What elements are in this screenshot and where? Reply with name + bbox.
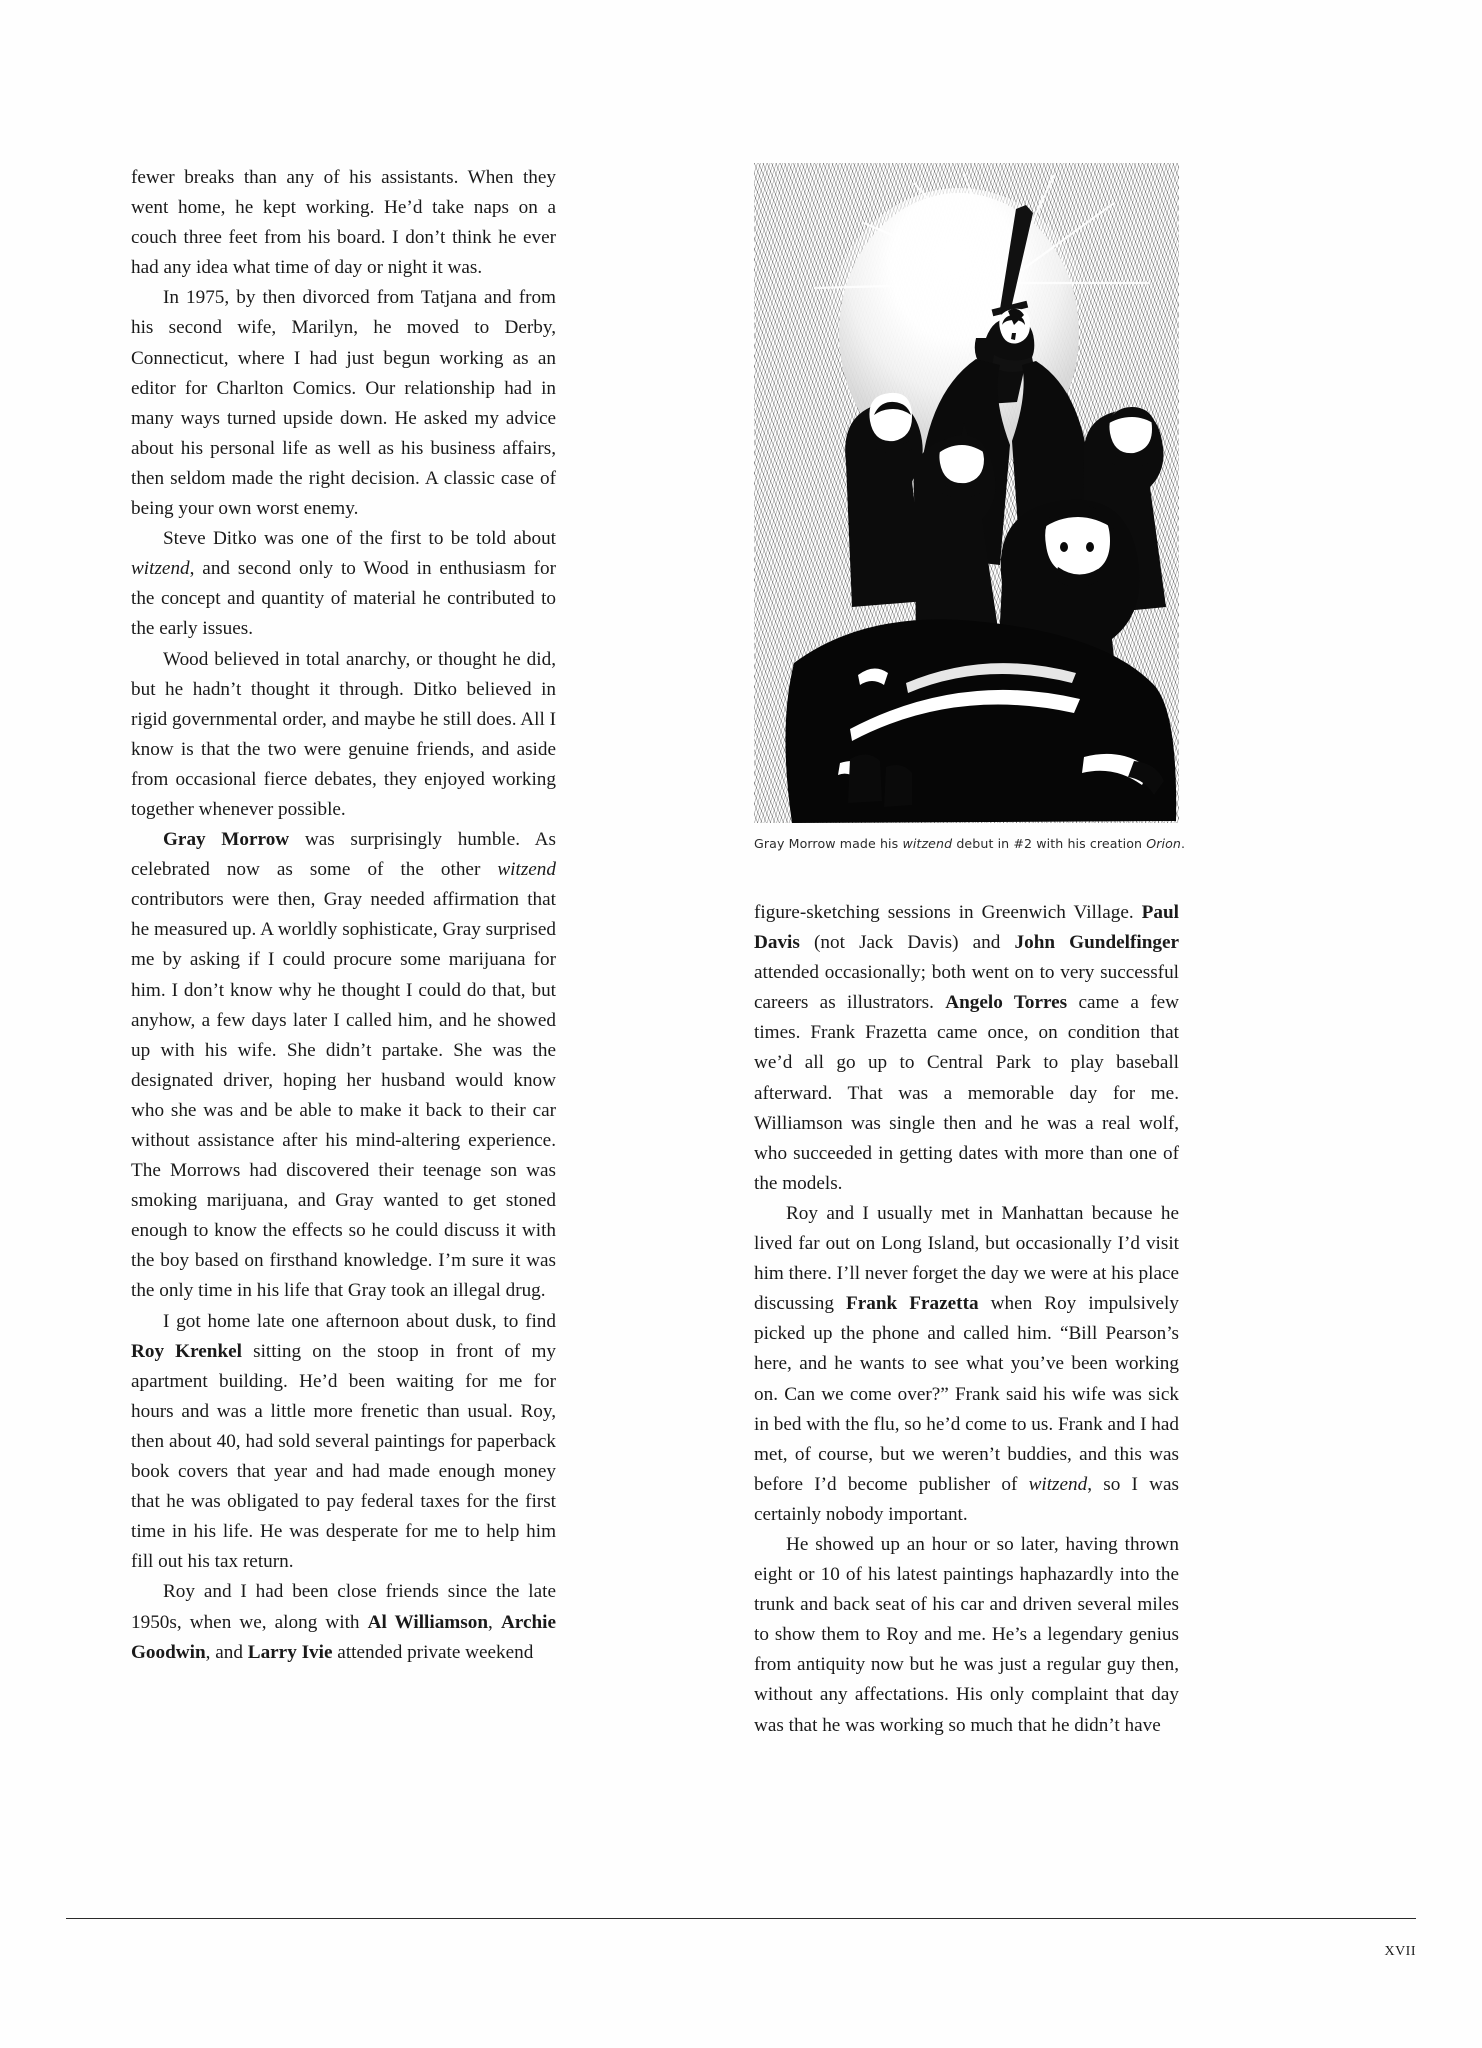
caption-text: debut in #2 with his creation: [952, 836, 1147, 851]
paragraph-gray-morrow: [131, 825, 556, 1307]
paragraph-continued-from-previous-page: [131, 163, 556, 283]
paragraph-text: attended private weekend: [332, 1641, 534, 1663]
italic-witzend: witzend: [497, 859, 556, 881]
paragraph-text: came a few times. Frank Frazetta came once, on condition that we’d all go up to Central Park to play baseball afterward. That was a memorable day for me. Williamson was single then and he was a real wolf, who succeeded in getting dates with more than one of the models.: [754, 992, 1180, 1194]
paragraph-text: In 1975, by then divorced from Tatjana and from his second wife, Marilyn, he moved to Derby, Connecticut, where I had just begun working as an editor for Charlton Comics. Our relationship had in many ways turned upside down. He asked my advice about his personal life as well as his business affairs, then seldom made the right decision. A classic case of being your own worst enemy.: [131, 287, 556, 520]
page-content: [131, 163, 1276, 1853]
paragraph-text: Roy and I usually met in Manhattan because he lived far out on Long Island, but occasionally I’d visit him there. I’ll never forget the day we were at his place discussing: [754, 1202, 1179, 1315]
page-number: xvii: [1384, 1938, 1416, 1960]
paragraph-text: fewer breaks than any of his assistants. When they went home, he kept working. He’d take naps on a couch three feet from his board. I don’t think he ever had any idea what time of day or night it was.: [131, 167, 556, 279]
paragraph-roy-krenkel: [131, 1307, 556, 1578]
paragraph-text: Roy and I had been close friends since the late 1950s, when we, along with: [131, 1581, 556, 1633]
paragraph-text: Wood believed in total anarchy, or thought he did, but he hadn’t thought it through. Ditko believed in rigid governmental order, and maybe he still does. All I know is that the two were genuine friends, and aside from occasional fierce debates, they enjoyed working together whenever possible.: [131, 648, 556, 820]
gray-morrow-orion-illustration: [754, 163, 1179, 823]
paragraph-text: , and second only to Wood in enthusiasm for the concept and quantity of material he contributed to the early issues.: [131, 558, 556, 640]
figure-caption: [754, 835, 1186, 852]
caption-text: .: [1181, 836, 1186, 851]
bold-name-al-williamson: Al Williamson: [367, 1611, 489, 1633]
hooded-figure-left: [845, 393, 926, 607]
bold-name-john-gundelfinger: John Gundelfinger: [1014, 932, 1179, 954]
paragraph-manhattan-frazetta: [754, 1199, 1179, 1530]
bold-name-archie-goodwin: Archie Goodwin: [131, 1611, 556, 1663]
bold-name-roy-krenkel: Roy Krenkel: [131, 1340, 242, 1362]
paragraph-figure-sketching: [754, 898, 1179, 1199]
paragraph-text: , and: [205, 1641, 248, 1663]
left-text-column: [131, 163, 556, 1668]
paragraph-text: He showed up an hour or so later, having thrown eight or 10 of his latest paintings haphazardly into the trunk and back seat of his car and driven several miles to show them to Roy and me. He’s a legendary genius from antiquity now but he was just a regular guy then, without any affectations. His only complaint that day was that he was working so much that he didn’t have: [754, 1533, 1179, 1736]
caption-text: Gray Morrow made his: [754, 836, 903, 851]
bold-name-gray-morrow: Gray Morrow: [163, 829, 290, 851]
footer-rule: [66, 1918, 1416, 1919]
paragraph-text: ,: [488, 1611, 501, 1633]
bold-name-frank-frazetta: Frank Frazetta: [846, 1293, 979, 1315]
caption-italic-orion: Orion: [1146, 836, 1181, 851]
paragraph-text: Steve Ditko was one of the first to be told about: [163, 528, 556, 550]
bold-name-angelo-torres: Angelo Torres: [945, 992, 1068, 1014]
paragraph-text: , so I was certainly nobody important.: [754, 1473, 1179, 1525]
paragraph-text: when Roy impulsively picked up the phone and called him. “Bill Pearson’s here, and he wants to see what you’ve been working on. Can we come over?” Frank said his wife was sick in bed with the flu, so he’d come to us. Frank and I had met, of course, but we weren’t buddies, and this was before I’d become publisher of: [754, 1293, 1179, 1495]
paragraph-1975-derby: [131, 283, 556, 524]
paragraph-text: I got home late one afternoon about dusk, to find: [163, 1310, 556, 1332]
bold-name-paul-davis: Paul Davis: [754, 902, 1179, 954]
paragraph-text: figure-sketching sessions in Greenwich Village.: [754, 902, 1142, 923]
caption-italic-witzend: witzend: [902, 836, 953, 851]
paragraph-text: contributors were then, Gray needed affirmation that he measured up. A worldly sophisticate, Gray surprised me by asking if I could procure some marijuana for him. I don’t know why he thought I could do that, but anyhow, a few days later I called him, and he showed up with his wife. She didn’t partake. She was the designated driver, hoping her husband would know who she was and be able to make it back to their car without assistance after his mind-altering experience. The Morrows had discovered their teenage son was smoking marijuana, and Gray wanted to get stoned enough to know the effects so he could discuss it with the boy based on firsthand knowledge. I’m sure it was the only time in his life that Gray took an illegal drug.: [131, 889, 556, 1302]
paragraph-weekend-sessions: [131, 1577, 556, 1667]
italic-witzend: witzend: [131, 558, 190, 580]
paragraph-text: (not Jack Davis) and: [799, 932, 1015, 954]
paragraph-text: attended occasionally; both went on to very successful careers as illustrators.: [754, 962, 1179, 1014]
paragraph-text: was surprisingly humble. As celebrated now as some of the other: [131, 829, 556, 881]
italic-witzend: witzend: [1028, 1473, 1088, 1495]
paragraph-wood-anarchy: [131, 645, 556, 826]
right-text-column: [754, 898, 1179, 1741]
paragraph-he-showed-up: [754, 1530, 1179, 1741]
paragraph-text: sitting on the stoop in front of my apartment building. He’d been waiting for me for hours and was a little more frenetic than usual. Roy, then about 40, had sold several paintings for paperback book covers that year and had made enough money that he was obligated to pay federal taxes for the first time in his life. He was desperate for me to help him fill out his tax return.: [131, 1340, 556, 1573]
figure-block: [754, 163, 1186, 852]
paragraph-steve-ditko: [131, 524, 556, 644]
bold-name-larry-ivie: Larry Ivie: [247, 1641, 333, 1663]
